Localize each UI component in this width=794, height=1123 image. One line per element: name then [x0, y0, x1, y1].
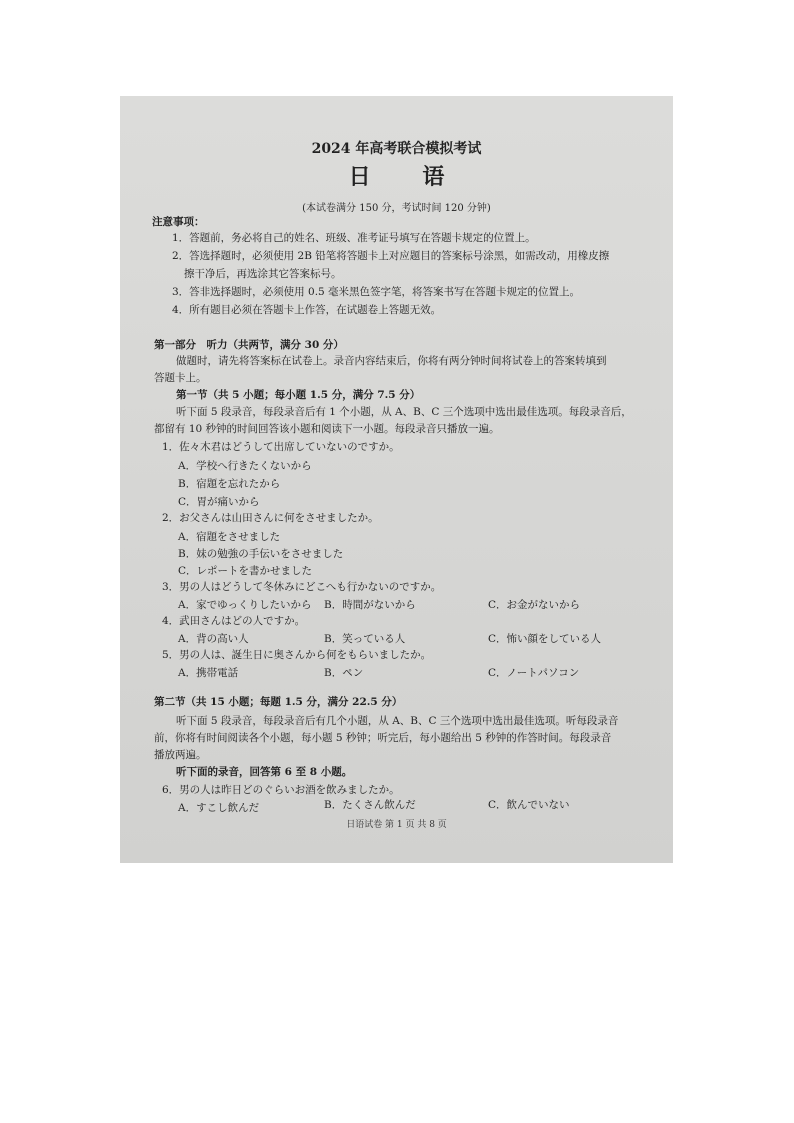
page-footer: 日语试卷 第 1 页 共 8 页 — [346, 820, 447, 830]
section2-intro-line1: 听下面 5 段录音，每段录音后有几个小题，从 A、B、C 三个选项中选出最佳选项。听每段录音 — [176, 715, 619, 727]
exam-page-photo — [120, 96, 673, 863]
q2-option-b: B．妹の勉強の手伝いをさせました — [178, 548, 344, 560]
q6-option-b: B．たくさん飲んだ — [324, 799, 416, 811]
q4-option-c: C．怖い顔をしている人 — [488, 633, 602, 645]
notice-item-4: 4．所有题目必须在答题卡上作答，在试题卷上答题无效。 — [172, 304, 442, 316]
section2-intro-line3: 播放两遍。 — [154, 749, 207, 761]
exam-title: 2024 年高考联合模拟考试 — [311, 141, 482, 157]
q5-option-a: A．携帯電話 — [178, 667, 239, 679]
question-4: 4．武田さんはどの人ですか。 — [162, 615, 306, 627]
part1-intro-line1: 做题时，请先将答案标在试卷上。录音内容结束后，你将有两分钟时间将试卷上的答案转填到 — [176, 355, 607, 367]
notice-heading: 注意事项： — [152, 216, 205, 228]
q6-option-c: C．飲んでいない — [488, 799, 570, 811]
question-1: 1．佐々木君はどうして出席していないのですか。 — [162, 441, 400, 453]
section1-heading: 第一节（共 5 小题；每小题 1.5 分，满分 7.5 分） — [176, 389, 421, 401]
section1-intro-line2: 都留有 10 秒钟的时间回答该小题和阅读下一小题。每段录音只播放一遍。 — [154, 423, 500, 435]
q5-option-b: B．ペン — [324, 667, 364, 679]
section2-intro-line2: 前，你将有时间阅读各个小题，每小题 5 秒钟；听完后，每小题给出 5 秒钟的作答时间。每段录音 — [154, 732, 612, 744]
section1-intro-line1: 听下面 5 段录音，每段录音后有 1 个小题，从 A、B、C 三个选项中选出最佳选项。每段录音后， — [176, 406, 632, 418]
question-6: 6．男の人は昨日どのぐらいお酒を飲みましたか。 — [162, 784, 400, 796]
exam-note: (本试卷满分 150 分，考试时间 120 分钟) — [302, 203, 491, 214]
q1-option-a: A．学校へ行きたくないから — [178, 460, 312, 472]
question-5: 5．男の人は、誕生日に奥さんから何をもらいましたか。 — [162, 649, 432, 661]
notice-item-2: 2．答选择题时，必须使用 2B 铅笔将答题卡上对应题目的答案标号涂黑，如需改动，用橡皮擦 — [172, 250, 610, 262]
section2-sub-heading: 听下面的录音，回答第 6 至 8 小题。 — [176, 766, 353, 778]
q5-option-c: C．ノートパソコン — [488, 667, 580, 679]
q1-option-c: C．胃が痛いから — [178, 496, 260, 508]
q4-option-a: A．背の高い人 — [178, 633, 249, 645]
notice-item-1: 1．答题前，务必将自己的姓名、班级、准考证号填写在答题卡规定的位置上。 — [172, 232, 536, 244]
q3-option-c: C．お金がないから — [488, 599, 581, 611]
notice-item-2-cont: 擦干净后，再选涂其它答案标号。 — [184, 268, 342, 280]
q1-option-b: B．宿題を忘れたから — [178, 478, 281, 490]
part1-heading: 第一部分 听力（共两节，满分 30 分） — [154, 339, 344, 351]
section2-heading: 第二节（共 15 小题；每题 1.5 分，满分 22.5 分） — [154, 696, 403, 708]
notice-item-3: 3．答非选择题时，必须使用 0.5 毫米黑色签字笔，将答案书写在答题卡规定的位置上。 — [172, 286, 581, 298]
q3-option-b: B．時間がないから — [324, 599, 416, 611]
question-3: 3．男の人はどうして冬休みにどこへも行かないのですか。 — [162, 581, 442, 593]
q2-option-c: C．レポートを書かせました — [178, 565, 313, 577]
q6-option-a: A．すこし飲んだ — [178, 802, 260, 814]
q4-option-b: B．笑っている人 — [324, 633, 406, 645]
q3-option-a: A．家でゆっくりしたいから — [178, 599, 312, 611]
q2-option-a: A．宿題をさせました — [178, 531, 281, 543]
part1-intro-line2: 答题卡上。 — [154, 372, 207, 384]
subject-title: 日 语 — [348, 164, 467, 190]
question-2: 2．お父さんは山田さんに何をさせましたか。 — [162, 512, 379, 524]
